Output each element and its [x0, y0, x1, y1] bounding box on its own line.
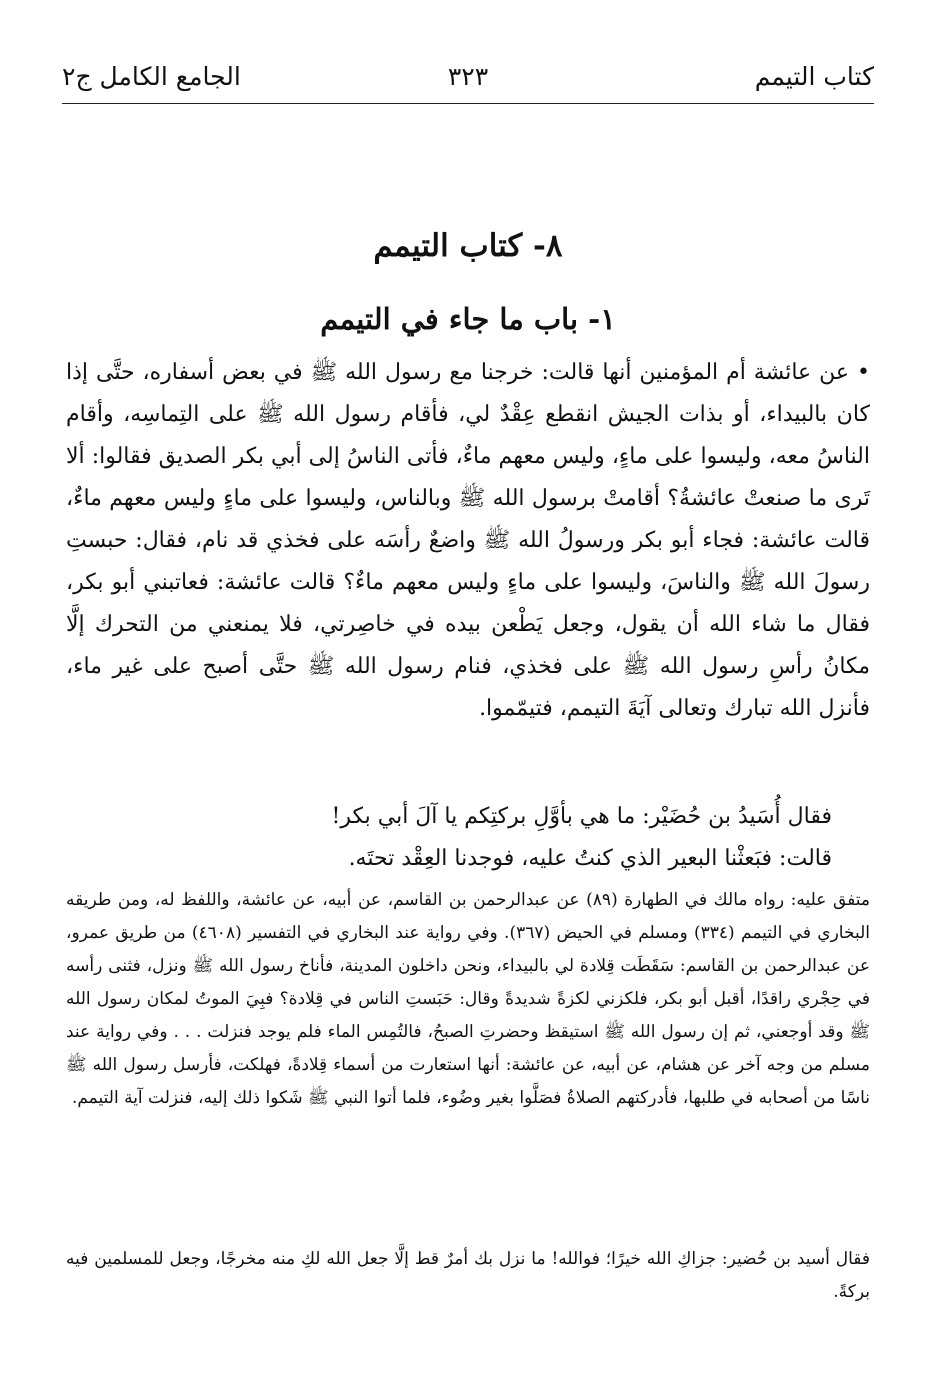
hadith-paragraph: [66, 352, 870, 730]
page-number: ٣٢٣: [447, 61, 489, 91]
running-header: [62, 56, 874, 96]
chapter-title: ٨- كتاب التيمم: [373, 228, 563, 264]
header-book-title: الجامع الكامل ج٢: [62, 61, 241, 91]
header-chapter-name: كتاب التيمم: [754, 61, 874, 91]
takhrij-paragraph: متفق عليه: رواه مالك في الطهارة (٨٩) عن عبدالرحمن بن القاسم، عن أبيه، عن عائشة، واللفظ له، ومن طريقه البخاري في التيمم (٣٣٤) ومسلم في الحيض (٣٦٧). وفي رواية عند البخاري في التفسير (٤٦٠٨) من طريق عمرو، عن عبدالرحمن بن القاسم: سَقَطَت قِلادة لي بالبيداء، ونحن داخلون المدينة، فأناخ رسول الله ﷺ ونزل، فثنى رأسه في حِجْري راقدًا، أقبل أبو بكر، فلكزني لكزةً شديدةً وقال: حَبَستِ الناس في قِلادة؟ فبِيَ الموتُ لمكان رسول الله ﷺ وقد أوجعني، ثم إن رسول الله ﷺ استيقظ وحضرتِ الصبحُ، فالتُمِس الماء فلم يوجد فنزلت . . . وفي رواية عند مسلم من وجه آخر عن هشام، عن أبيه، عن عائشة: أنها استعارت من أسماء قِلادةً، فهلكت، فأرسل رسول الله ﷺ ناسًا من أصحابه في طلبها، فأدركتهم الصلاةُ فصَلَّوا بغير وضُوء، فلما أتوا النبي ﷺ شَكوا ذلك إليه، فنزلت آية التيمم.: [66, 890, 871, 1108]
bullet-icon: •: [857, 360, 870, 385]
quote-usaid: فقال أُسَيدُ بن حُضَيْر: ما هي بأوَّلِ بركتِكم يا آلَ أبي بكر!: [331, 804, 832, 829]
header-rule: [62, 103, 874, 104]
section-title: ١- باب ما جاء في التيمم: [320, 302, 616, 336]
takhrij-closing-paragraph: فقال أسيد بن حُضير: جزاكِ الله خيرًا؛ فوالله! ما نزل بك أمرٌ قط إلَّا جعل الله لكِ منه مخرجًا، وجعل للمسلمين فيه بركةً.: [66, 1249, 870, 1302]
hadith-text: عن عائشة أم المؤمنين أنها قالت: خرجنا مع رسول الله ﷺ في بعض أسفاره، حتَّى إذا كان بالبيداء، أو بذات الجيش انقطع عِقْدٌ لي، فأقام رسول الله ﷺ على التِماسِه، وأقام الناسُ معه، وليسوا على ماءٍ، وليس معهم ماءٌ، فأتى الناسُ إلى أبي بكر الصديق فقالوا: ألا تَرى ما صنعتْ عائشةُ؟ أقامتْ برسول الله ﷺ وبالناس، وليسوا على ماءٍ وليس معهم ماءٌ، قالت عائشة: فجاء أبو بكر ورسولُ الله ﷺ واضعٌ رأسَه على فخذي قد نام، فقال: حبستِ رسولَ الله ﷺ والناسَ، وليسوا على ماءٍ وليس معهم ماءٌ؟ قالت عائشة: فعاتبني أبو بكر، فقال ما شاء الله أن يقول، وجعل يَطْعن بيده في خاصِرتي، فلا يمنعني من التحرك إلَّا مكانُ رأسِ رسول الله ﷺ على فخذي، فنام رسول الله ﷺ حتَّى أصبح على غير ماء، فأنزل الله تبارك وتعالى آيَةَ التيمم، فتيمّموا.: [66, 360, 870, 721]
quote-aisha: قالت: فبَعثْنا البعير الذي كنتُ عليه، فوجدنا العِقْد تحتَه.: [348, 846, 832, 871]
